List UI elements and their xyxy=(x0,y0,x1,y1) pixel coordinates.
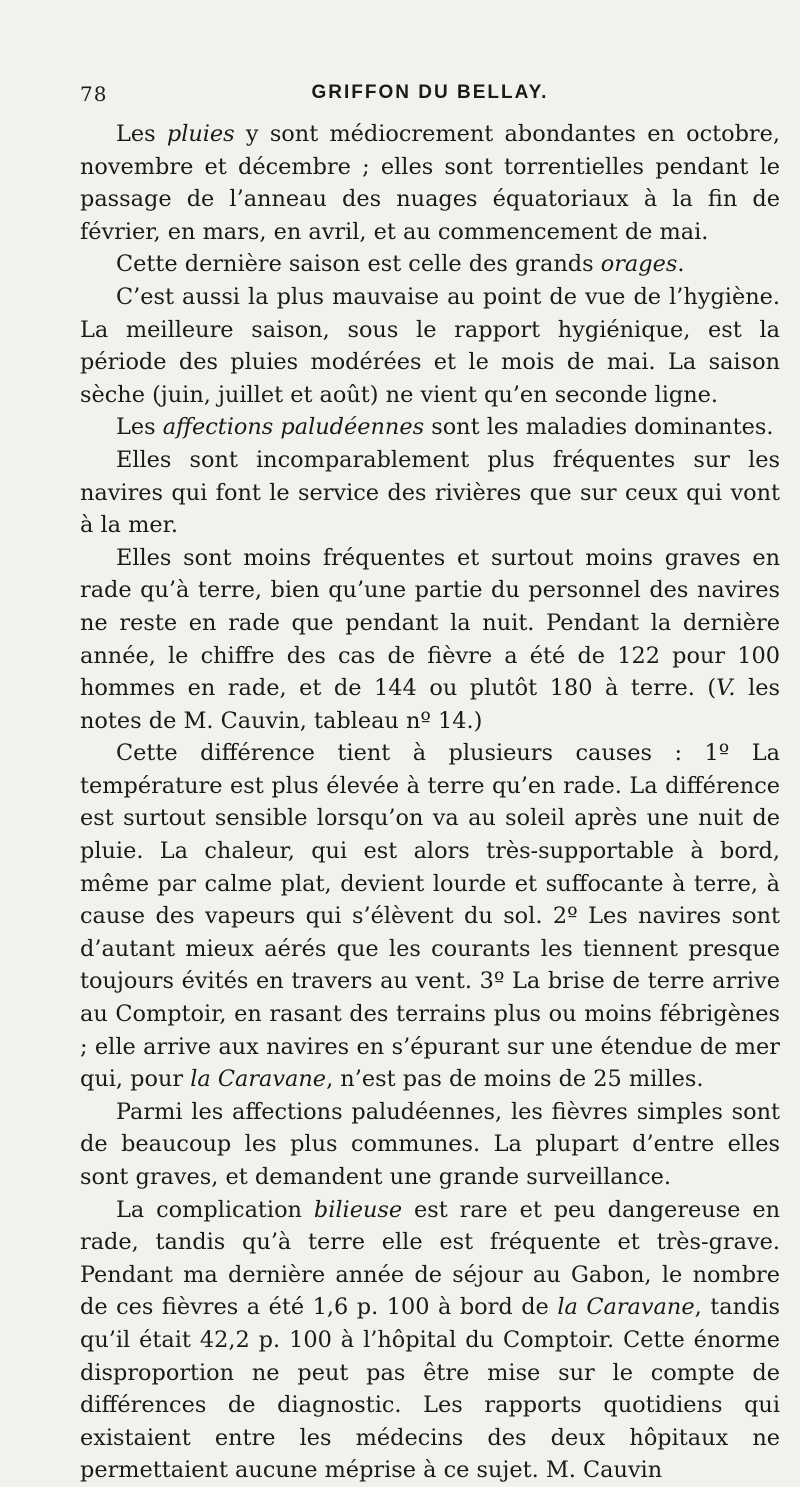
running-head: GRIFFON DU BELLAY. xyxy=(311,82,549,103)
italic-text: pluies xyxy=(166,121,235,147)
text-run: est rare et peu dangereuse en rade, tandis qu’à terre elle est fréquente et très-grave. Pendant ma dernière année de séjour au Gabon, le nombre de ces fièvres a été 1,6 p. 100 à bord de xyxy=(80,1196,781,1321)
text-run: Cette différence tient à plusieurs causes : 1º La température est plus élevée à terre qu’en rade. La différence est surtout sensible lorsqu’on va au soleil après une nuit de pluie. La chaleur, qui est alors très-supportable à bord, même par calme plat, devient lourde et suffocante à terre, à cause des vapeurs qui s’élèvent du sol. 2º Les navires sont d’autant mieux aérés que les courants les tiennent presque toujours évités en travers au vent. 3º La brise de terre arrive au Comptoir, en rasant des terrains plus ou moins fébrigènes ; elle arrive aux navires en s’épurant sur une étendue de mer qui, pour xyxy=(80,740,780,1093)
body-text xyxy=(80,118,780,1487)
paragraph xyxy=(80,411,780,444)
text-run: . xyxy=(677,251,685,278)
text-run: Cette dernière saison est celle des grands xyxy=(116,251,601,278)
text-run: Parmi les affections paludéennes, les fièvres simples sont de beaucoup les plus communes. La plupart d’entre elles sont graves, et demandent une grande surveillance. xyxy=(80,1098,780,1190)
text-run: sont les maladies dominantes. xyxy=(424,414,774,441)
paragraph xyxy=(80,737,780,1096)
paragraph xyxy=(80,118,780,248)
text-run: les notes de M. Cauvin, tableau nº 14.) xyxy=(80,675,780,734)
text-run: Elles sont incomparablement plus fréquentes sur les navires qui font le service des rivières que sur ceux qui vont à la mer. xyxy=(80,446,780,539)
text-run: Elles sont moins fréquentes et surtout moins graves en rade qu’à terre, bien qu’une partie du personnel des navires ne reste en rade que pendant la nuit. Pendant la dernière année, le chiffre des cas de fièvre a été de 122 pour 100 hommes en rade, et de 144 ou plutôt 180 à terre. ( xyxy=(80,544,780,702)
paragraph xyxy=(80,1096,780,1194)
paragraph xyxy=(80,542,780,738)
text-run: La complication xyxy=(116,1196,314,1223)
italic-text: affections paludéennes xyxy=(162,414,425,441)
text-run: , tandis qu’il était 42,2 p. 100 à l’hôpital du Comptoir. Cette énorme disproportion ne peut pas être mise sur le compte de différences de diagnostic. Les rapports quotidiens qui existaient entre les médecins des deux hôpitaux ne permettaient aucune méprise à ce sujet. M. Cauvin xyxy=(80,1294,780,1484)
paragraph xyxy=(80,248,780,281)
italic-text: V. xyxy=(716,675,736,702)
paragraph xyxy=(80,444,780,542)
page-header xyxy=(80,82,780,112)
paragraph xyxy=(80,1194,780,1487)
italic-text: bilieuse xyxy=(313,1196,403,1223)
italic-text: orages xyxy=(600,251,678,278)
text-run: y sont médiocrement abondantes en octobre, novembre et décembre ; elles sont torrentielles pendant le passage de l’anneau des nuages équatoriaux à la fin de février, en mars, en avril, et au commencement de mai. xyxy=(80,121,781,245)
text-run: , n’est pas de moins de 25 milles. xyxy=(326,1066,704,1093)
italic-text: la Caravane xyxy=(190,1066,327,1093)
page-number: 78 xyxy=(80,82,108,106)
italic-text: la Caravane xyxy=(557,1294,695,1321)
text-run: Les xyxy=(116,414,163,441)
text-run: C’est aussi la plus mauvaise au point de vue de l’hygiène. La meilleure saison, sous le rapport hygiénique, est la période des pluies modérées et le mois de mai. La saison sèche (juin, juillet et août) ne vient qu’en seconde ligne. xyxy=(80,283,780,408)
paragraph xyxy=(80,281,780,411)
text-run: Les xyxy=(116,121,167,147)
